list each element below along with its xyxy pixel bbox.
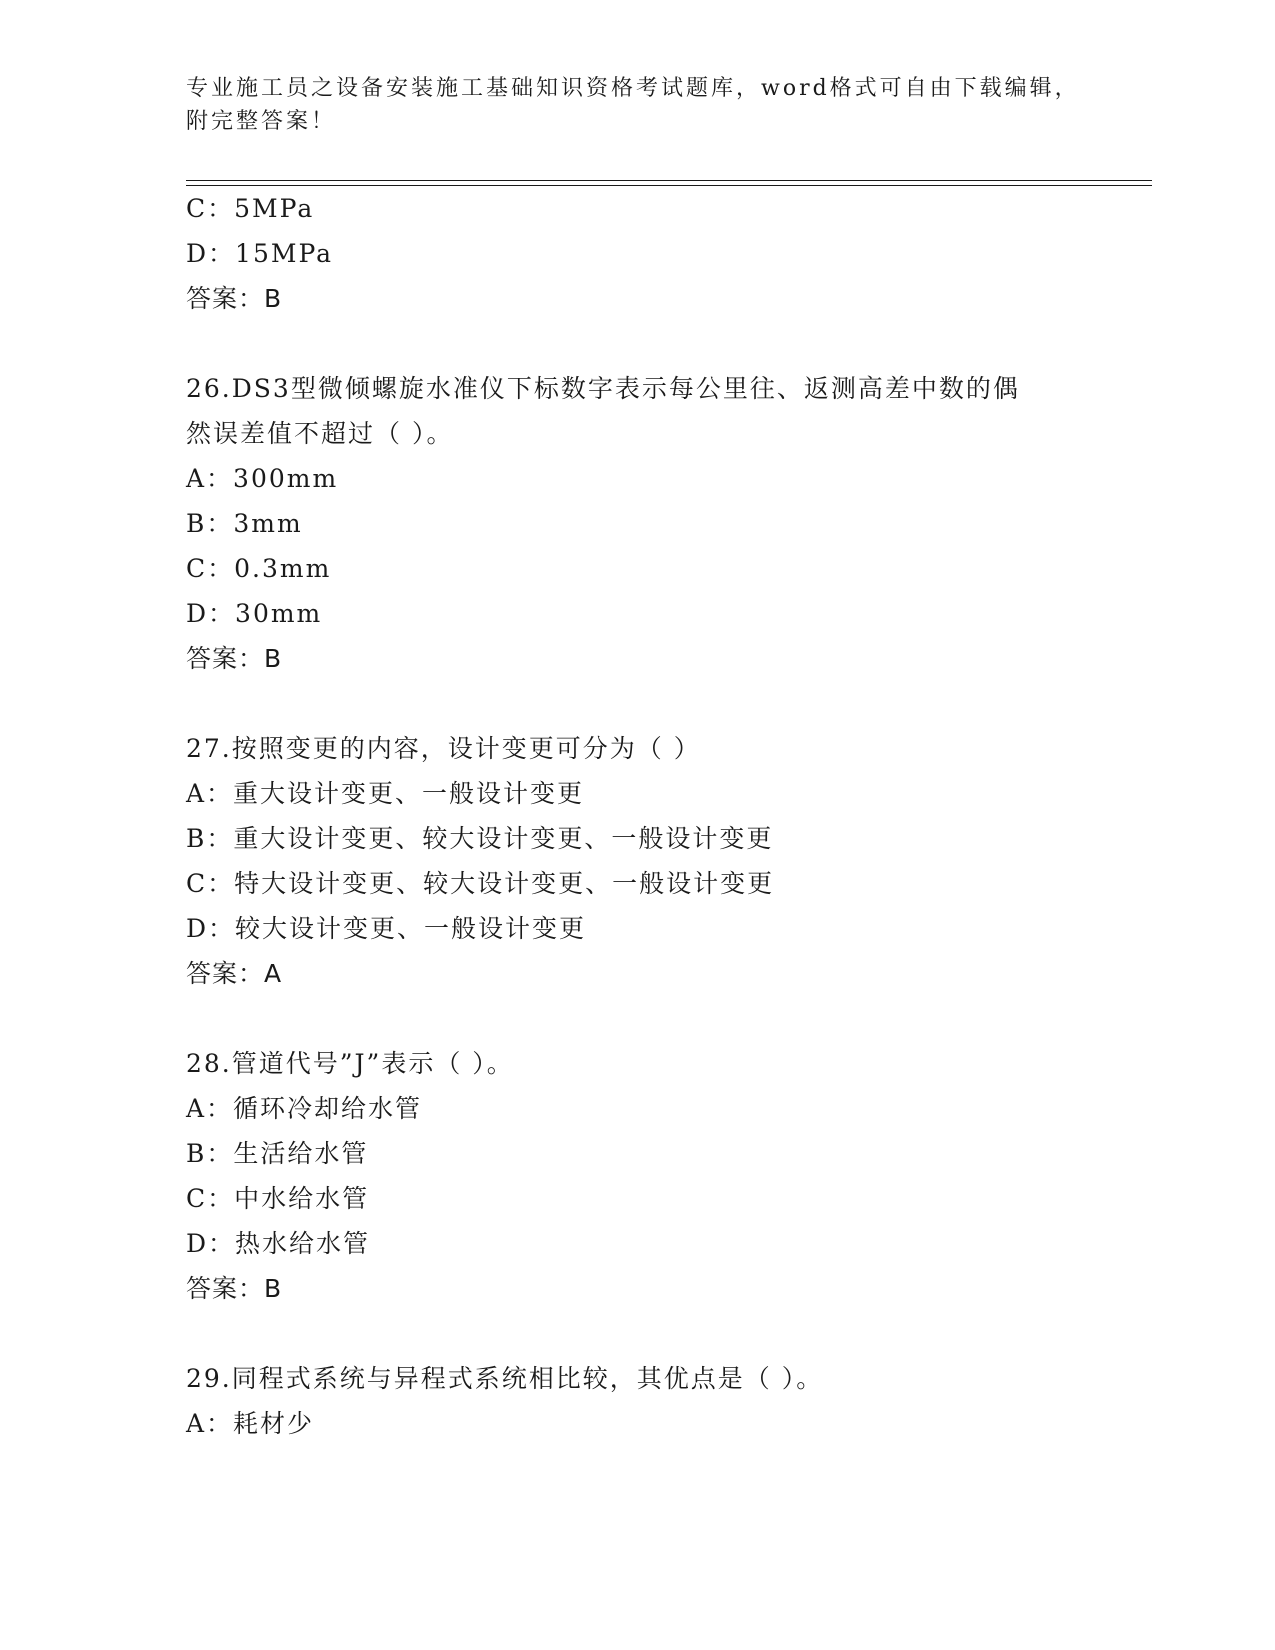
q26-option-a: A：300mm bbox=[186, 464, 339, 493]
q25-option-d: D：15MPa bbox=[186, 239, 334, 268]
q28-option-a: A：循环冷却给水管 bbox=[186, 1094, 423, 1123]
q26-option-c: C：0.3mm bbox=[186, 554, 332, 583]
q26-answer: 答案：B bbox=[186, 644, 283, 673]
q27-option-b: B：重大设计变更、较大设计变更、一般设计变更 bbox=[186, 824, 774, 853]
header-rule-bottom bbox=[186, 185, 1152, 186]
q27-option-d: D：较大设计变更、一般设计变更 bbox=[186, 914, 587, 943]
q26-stem-line-1: 26.DS3型微倾螺旋水准仪下标数字表示每公里往、返测高差中数的偶 bbox=[186, 374, 1020, 403]
q27-answer: 答案：A bbox=[186, 959, 283, 988]
q26-stem-line-2: 然误差值不超过（ ）。 bbox=[186, 419, 454, 448]
q28-answer: 答案：B bbox=[186, 1274, 283, 1303]
q28-option-d: D：热水给水管 bbox=[186, 1229, 371, 1258]
q27-option-a: A：重大设计变更、一般设计变更 bbox=[186, 779, 585, 808]
header-line-2: 附完整答案！ bbox=[186, 109, 337, 134]
q28-stem: 28.管道代号”J”表示（ ）。 bbox=[186, 1049, 514, 1078]
header-rule-top bbox=[186, 180, 1152, 181]
q27-stem: 27.按照变更的内容，设计变更可分为（ ） bbox=[186, 734, 701, 763]
q25-answer: 答案：B bbox=[186, 284, 283, 313]
q26-option-d: D：30mm bbox=[186, 599, 323, 628]
q26-option-b: B：3mm bbox=[186, 509, 303, 538]
q29-option-a: A：耗材少 bbox=[186, 1409, 315, 1438]
q25-option-c: C：5MPa bbox=[186, 194, 315, 223]
q28-option-b: B：生活给水管 bbox=[186, 1139, 369, 1168]
q27-option-c: C：特大设计变更、较大设计变更、一般设计变更 bbox=[186, 869, 775, 898]
q28-option-c: C：中水给水管 bbox=[186, 1184, 370, 1213]
document-header bbox=[186, 72, 1086, 138]
header-line-1: 专业施工员之设备安装施工基础知识资格考试题库，word格式可自由下载编辑， bbox=[186, 76, 1080, 101]
q29-stem: 29.同程式系统与异程式系统相比较，其优点是（ ）。 bbox=[186, 1364, 824, 1393]
